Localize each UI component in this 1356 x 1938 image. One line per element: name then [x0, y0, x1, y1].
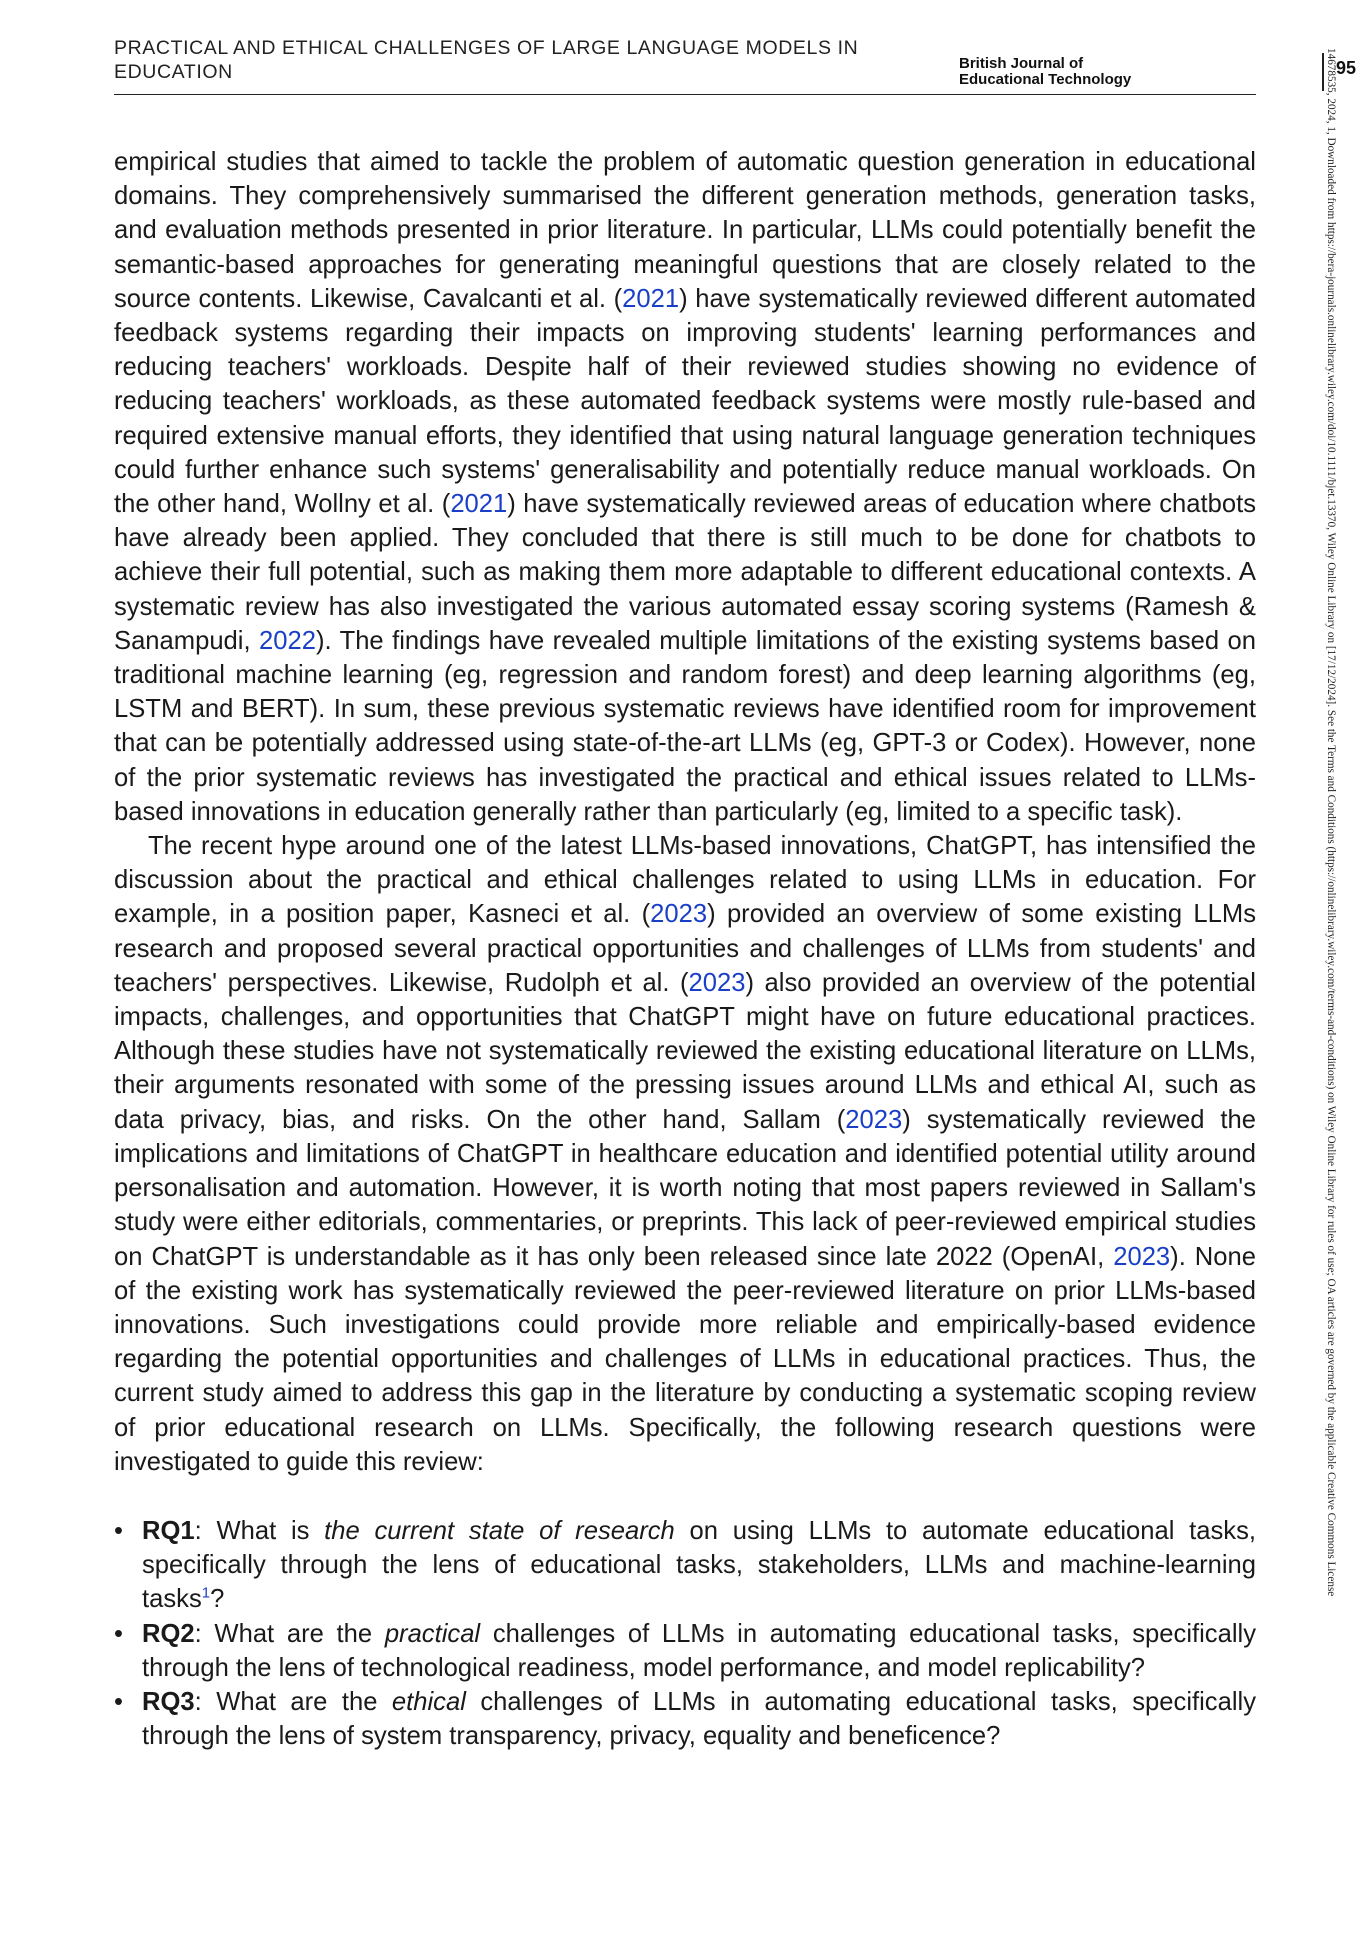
citation-link[interactable]: 2023	[845, 1105, 903, 1134]
citation-link[interactable]: 2021	[450, 490, 508, 519]
page-header	[114, 36, 1356, 95]
text-run: challenges of LLMs in automating educational tasks, specifically through the lens of technological readiness, model performance, and model replicability?	[142, 1619, 1257, 1682]
bullet-icon: •	[114, 1687, 123, 1716]
emphasis: practical	[384, 1619, 481, 1648]
emphasis: the current state of research	[324, 1516, 675, 1545]
journal-name-line-1: British Journal of	[959, 55, 1084, 72]
text-run: : What is	[194, 1516, 325, 1545]
emphasis: ethical	[391, 1687, 466, 1716]
text-run: empirical studies that aimed to tackle the problem of automatic question generation in educational domains. They comprehensively summarised the different generation methods, generation tasks, and evaluation methods presented in prior literature. In particular, LLMs could potentially benefit the semantic-based approaches for generating meaningful questions that are closely related to the source contents. Likewise, Cavalcanti et al. (	[114, 148, 1256, 313]
paragraph-2	[114, 829, 1256, 1479]
rq-label: RQ1	[142, 1516, 195, 1545]
paragraph-1	[114, 145, 1256, 829]
text-run: ?	[210, 1585, 225, 1614]
article-body	[114, 145, 1256, 1753]
text-run: ) systematically reviewed the implications and limitations of ChatGPT in healthcare education and identified potential utility around personalisation and automation. However, it is worth noting that most papers reviewed in Sallam's study were either editorials, commentaries, or preprints. This lack of peer-reviewed empirical studies on ChatGPT is understandable as it has only been released since late 2022 (OpenAI,	[114, 1105, 1256, 1271]
text-run: ). None of the existing work has systematically reviewed the peer-reviewed literature on prior LLMs-based innovations. Such investigations could provide more reliable and empirically-based evidence regarding the potential opportunities and challenges of LLMs in educational practices. Thus, the current study aimed to address this gap in the literature by conducting a systematic scoping review of prior educational research on LLMs. Specifically, the following research questions were investigated to guide this review:	[114, 1242, 1256, 1476]
citation-link[interactable]: 2022	[259, 626, 316, 655]
text-run: ). The findings have revealed multiple limitations of the existing systems based on traditional machine learning (eg, regression and random forest) and deep learning algorithms (eg, LSTM and BERT). In sum, these previous systematic reviews have identified room for improvement that can be potentially addressed using state-of-the-art LLMs (eg, GPT-3 or Codex). However, none of the prior systematic reviews has investigated the practical and ethical issues related to LLMs-based innovations in education generally rather than particularly (eg, limited to a specific task).	[114, 626, 1257, 826]
text-run: : What are the	[194, 1687, 392, 1716]
citation-link[interactable]: 2021	[622, 284, 680, 313]
download-notice: 14678535, 2024, 1, Downloaded from https://bera-journals.onlinelibrary.wiley.com/doi/10.1111/bjet.13370, Wiley Online Library on [17/12/2024]. See the Terms and Conditions (https://onlinelibrary.wiley.com/terms-and-conditions) on Wiley Online Library for rules of use; OA articles are governed by the applicable Creative Commons License	[1325, 48, 1337, 1597]
bullet-icon: •	[114, 1619, 123, 1648]
rq-label: RQ2	[142, 1619, 195, 1648]
text-run: ) have systematically reviewed areas of education where chatbots have already been applied. They concluded that there is still much to be done for chatbots to achieve their full potential, such as making them more adaptable to different educational contexts. A systematic review has also investigated the various automated essay scoring systems (Ramesh & Sanampudi,	[114, 490, 1256, 655]
text-run: on using LLMs to automate educational tasks, specifically through the lens of educational tasks, stakeholders, LLMs and machine-learning tasks	[142, 1516, 1256, 1614]
footnote-marker[interactable]: 1	[201, 1584, 211, 1602]
journal-name-line-2: Educational Technology	[959, 71, 1132, 88]
text-run: challenges of LLMs in automating educational tasks, specifically through the lens of system transparency, privacy, equality and beneficence?	[142, 1687, 1257, 1751]
text-run: The recent hype around one of the latest LLMs-based innovations, ChatGPT, has intensified the discussion about the practical and ethical challenges related to using LLMs in education. For example, in a position paper, Kasneci et al. (	[114, 832, 1256, 929]
text-run: : What are the	[194, 1619, 385, 1648]
journal-name	[959, 56, 1314, 88]
running-title: PRACTICAL AND ETHICAL CHALLENGES OF LARGE LANGUAGE MODELS IN EDUCATION	[114, 37, 859, 83]
text-run: ) provided an overview of some existing LLMs research and proposed several practical opportunities and challenges of LLMs from students' and teachers' perspectives. Likewise, Rudolph et al. (	[114, 900, 1256, 997]
rq-label: RQ3	[142, 1687, 195, 1716]
page-number: 95	[1336, 58, 1356, 78]
research-question-3	[114, 1685, 1256, 1753]
citation-link[interactable]: 2023	[688, 968, 746, 997]
text-run: ) have systematically reviewed different automated feedback systems regarding their impacts on improving students' learning performances and reducing teachers' workloads. Despite half of their reviewed studies showing no evidence of reducing teachers' workloads, as these automated feedback systems were mostly rule-based and required extensive manual efforts, they identified that using natural language generation techniques could further enhance such systems' generalisability and potentially reduce manual workloads. On the other hand, Wollny et al. (	[114, 284, 1256, 519]
research-question-1	[114, 1514, 1256, 1617]
bullet-icon: •	[114, 1516, 123, 1545]
text-run: ) also provided an overview of the potential impacts, challenges, and opportunities that ChatGPT might have on future educational practices. Although these studies have not systematically reviewed the existing educational literature on LLMs, their arguments resonated with some of the pressing issues around LLMs and ethical AI, such as data privacy, bias, and risks. On the other hand, Sallam (	[114, 968, 1256, 1134]
research-questions-list	[114, 1514, 1256, 1753]
citation-link[interactable]: 2023	[650, 900, 708, 929]
citation-link[interactable]: 2023	[1113, 1242, 1171, 1271]
research-question-2	[114, 1617, 1256, 1685]
